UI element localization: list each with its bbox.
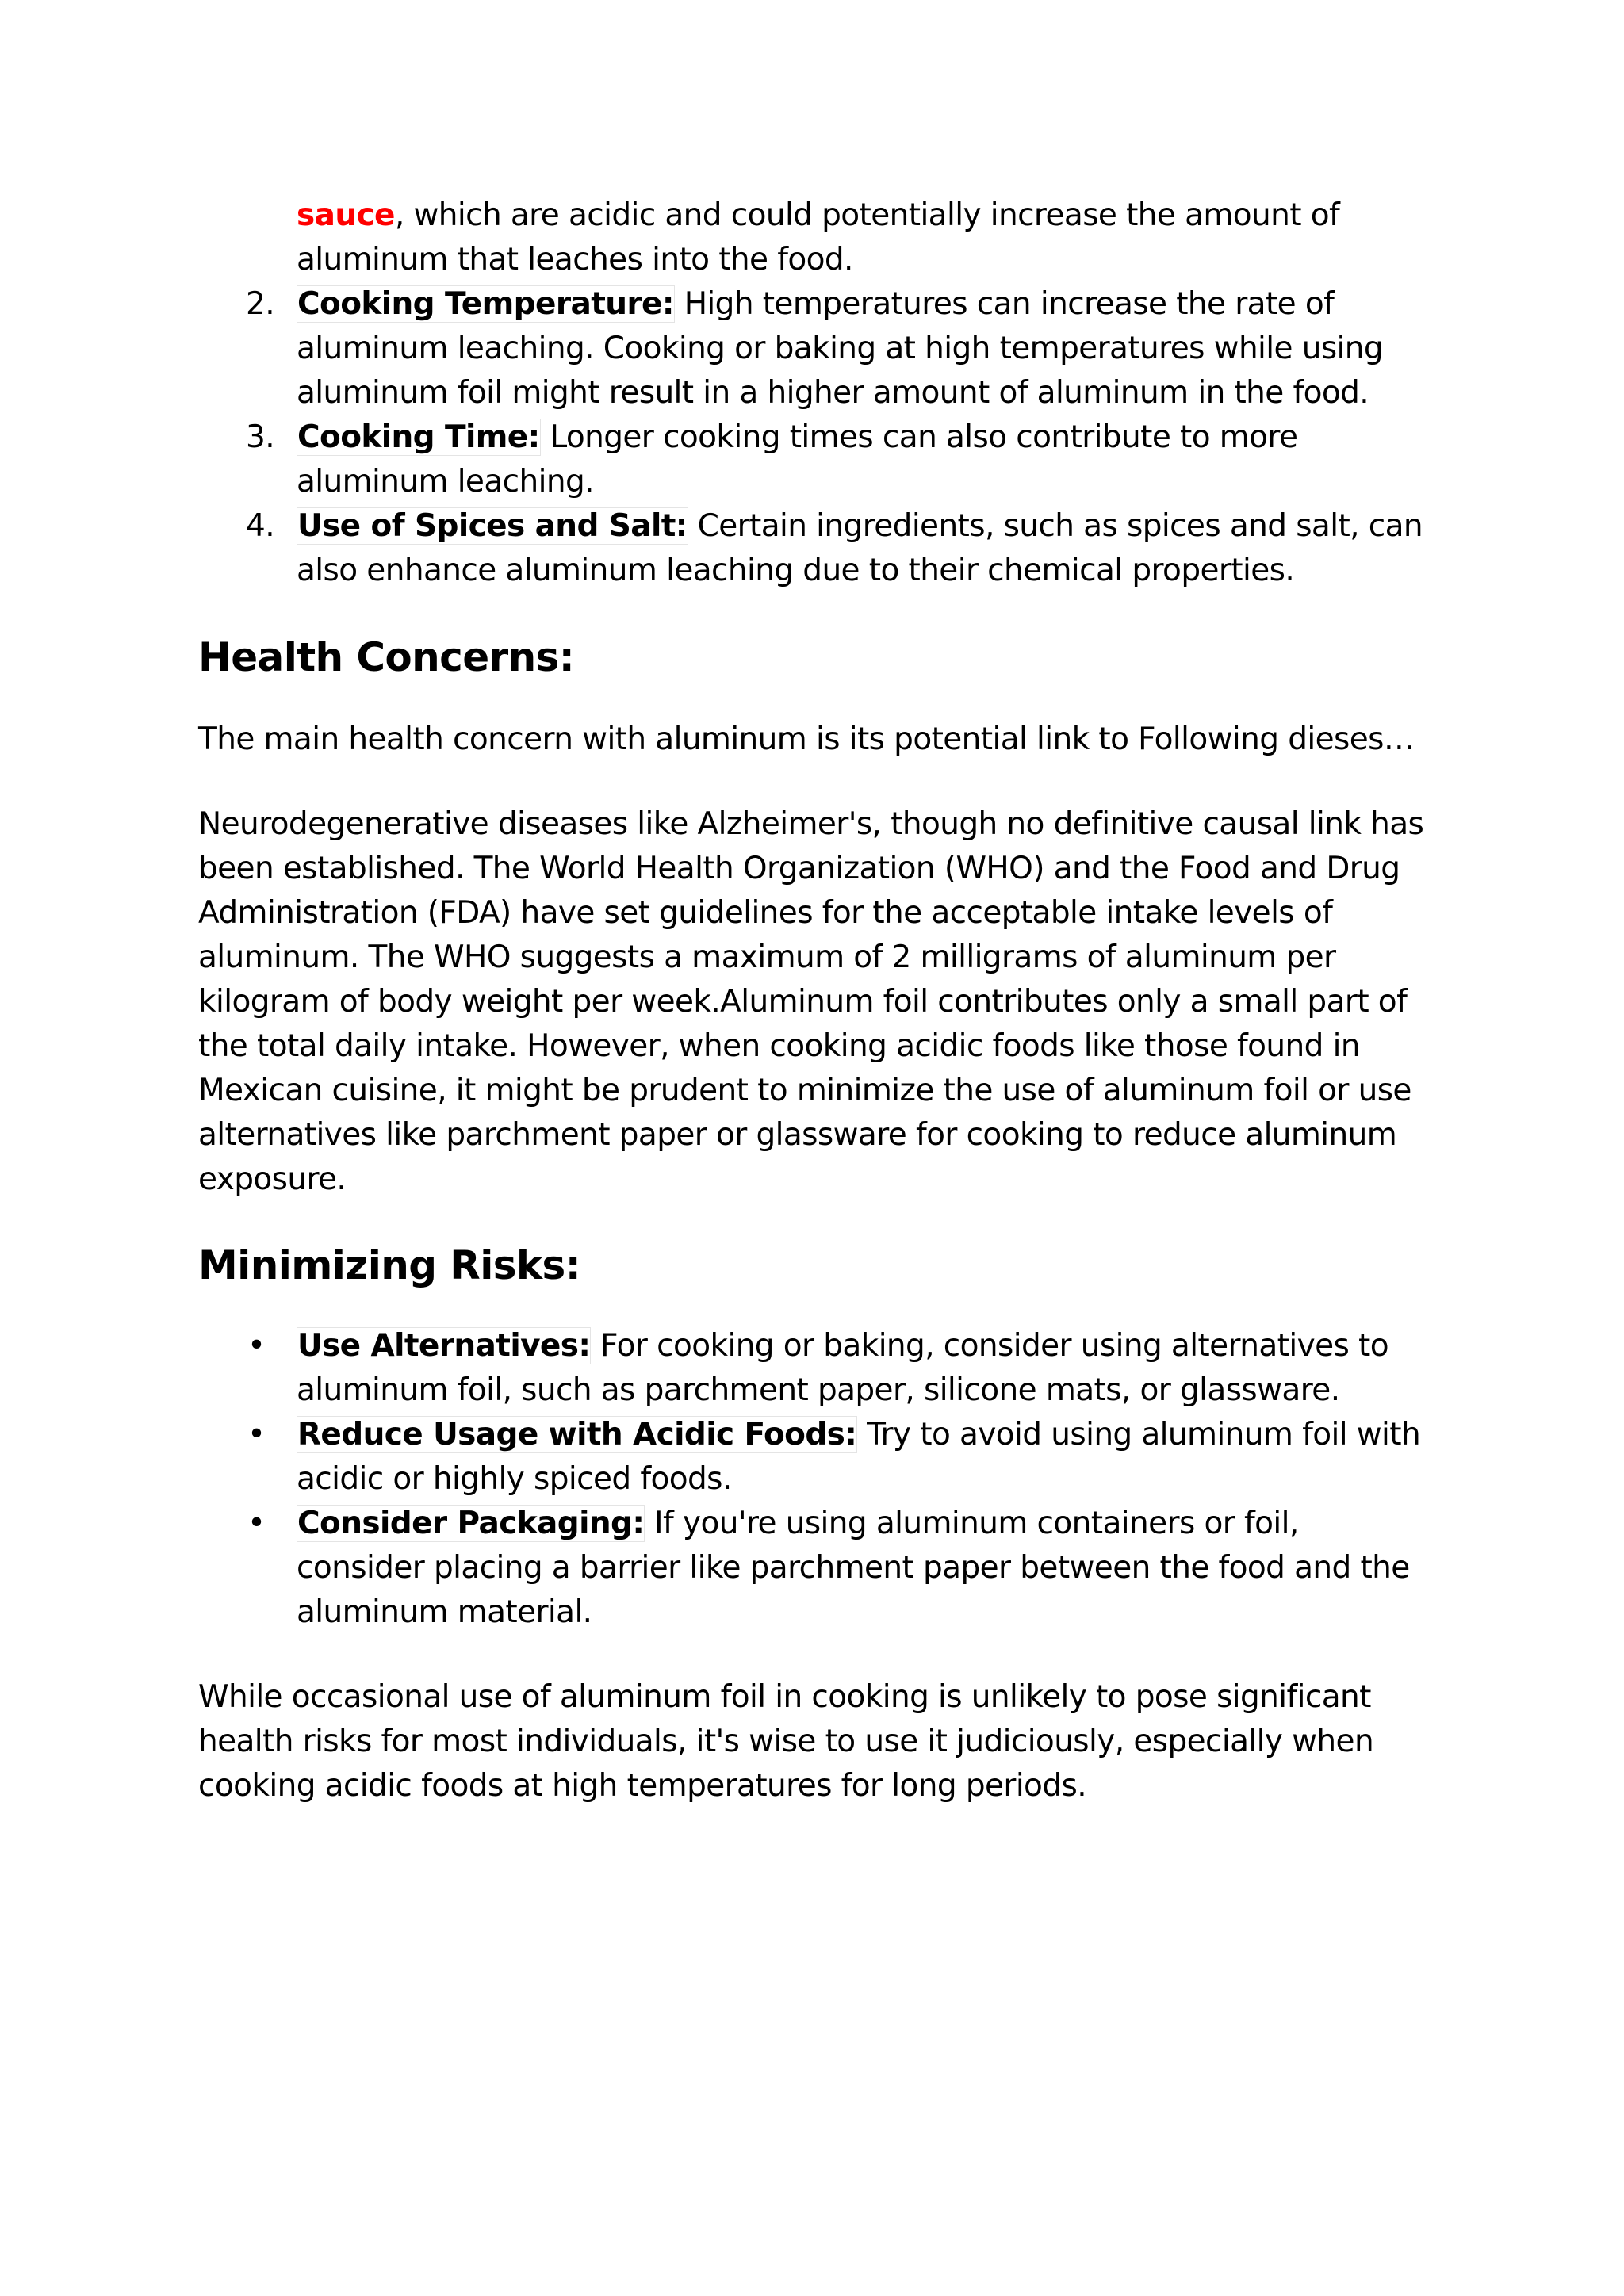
list-item-term: Reduce Usage with Acidic Foods: <box>297 1417 857 1452</box>
list-number: 2. <box>246 286 275 322</box>
list-item-term: Use of Spices and Salt: <box>297 508 688 544</box>
section-heading-risks: Minimizing Risks: <box>198 1242 581 1288</box>
bullet-marker: • <box>247 1417 266 1452</box>
list-item-text: Longer cooking times can also contribute to more aluminum leaching. <box>297 419 1298 499</box>
bullet-marker: • <box>247 1506 266 1541</box>
factors-list <box>198 282 1435 593</box>
list-item-term: Consider Packaging: <box>297 1506 645 1541</box>
list-item-continuation <box>198 193 1435 282</box>
paragraph: Neurodegenerative diseases like Alzheimer's, though no definitive causal link has been established. The World Health Organization (WHO) and the Food and Drug Administration (FDA) have set guidelines for the acceptable intake levels of aluminum. The WHO suggests a maximum of 2 milligrams of aluminum per kilogram of body weight per week.Aluminum foil contributes only a small part of the total daily intake. However, when cooking acidic foods like those found in Mexican cuisine, it might be prudent to minimize the use of aluminum foil or use alternatives like parchment paper or glassware for cooking to reduce aluminum exposure. <box>198 806 1424 1197</box>
list-item <box>198 1324 1435 1413</box>
risks-list <box>198 1324 1435 1635</box>
section-heading-health: Health Concerns: <box>198 634 575 680</box>
list-item-text: , which are acidic and could potentially increase the amount of aluminum that leaches into the food. <box>297 197 1340 277</box>
list-number: 4. <box>246 508 275 544</box>
list-item-text: For cooking or baking, consider using alternatives to aluminum foil, such as parchment paper, silicone mats, or glassware. <box>297 1328 1388 1408</box>
list-item <box>198 1413 1435 1502</box>
list-number: 3. <box>246 419 275 455</box>
list-item-text: High temperatures can increase the rate of aluminum leaching. Cooking or baking at high temperatures while using aluminum foil might result in a higher amount of aluminum in the food. <box>297 286 1384 411</box>
document-content <box>198 193 1435 1808</box>
conclusion-paragraph: While occasional use of aluminum foil in cooking is unlikely to pose significant health risks for most individuals, it's wise to use it judiciously, especially when cooking acidic foods at high temperatures for long periods. <box>198 1679 1374 1804</box>
list-item-text: Try to avoid using aluminum foil with acidic or highly spiced foods. <box>297 1417 1421 1497</box>
paragraph: The main health concern with aluminum is its potential link to Following dieses… <box>198 721 1415 757</box>
list-item <box>198 415 1435 504</box>
list-item-term: Use Alternatives: <box>297 1328 591 1364</box>
list-item <box>198 282 1435 415</box>
bullet-marker: • <box>247 1328 266 1364</box>
list-item-text: Certain ingredients, such as spices and salt, can also enhance aluminum leaching due to their chemical properties. <box>297 508 1423 588</box>
list-item <box>198 1502 1435 1635</box>
highlighted-word: sauce <box>297 197 395 233</box>
list-item-term: Cooking Time: <box>297 419 540 455</box>
list-item-term: Cooking Temperature: <box>297 286 674 322</box>
list-item <box>198 504 1435 593</box>
list-item-text: If you're using aluminum containers or foil, consider placing a barrier like parchment paper between the food and the aluminum material. <box>297 1506 1410 1630</box>
